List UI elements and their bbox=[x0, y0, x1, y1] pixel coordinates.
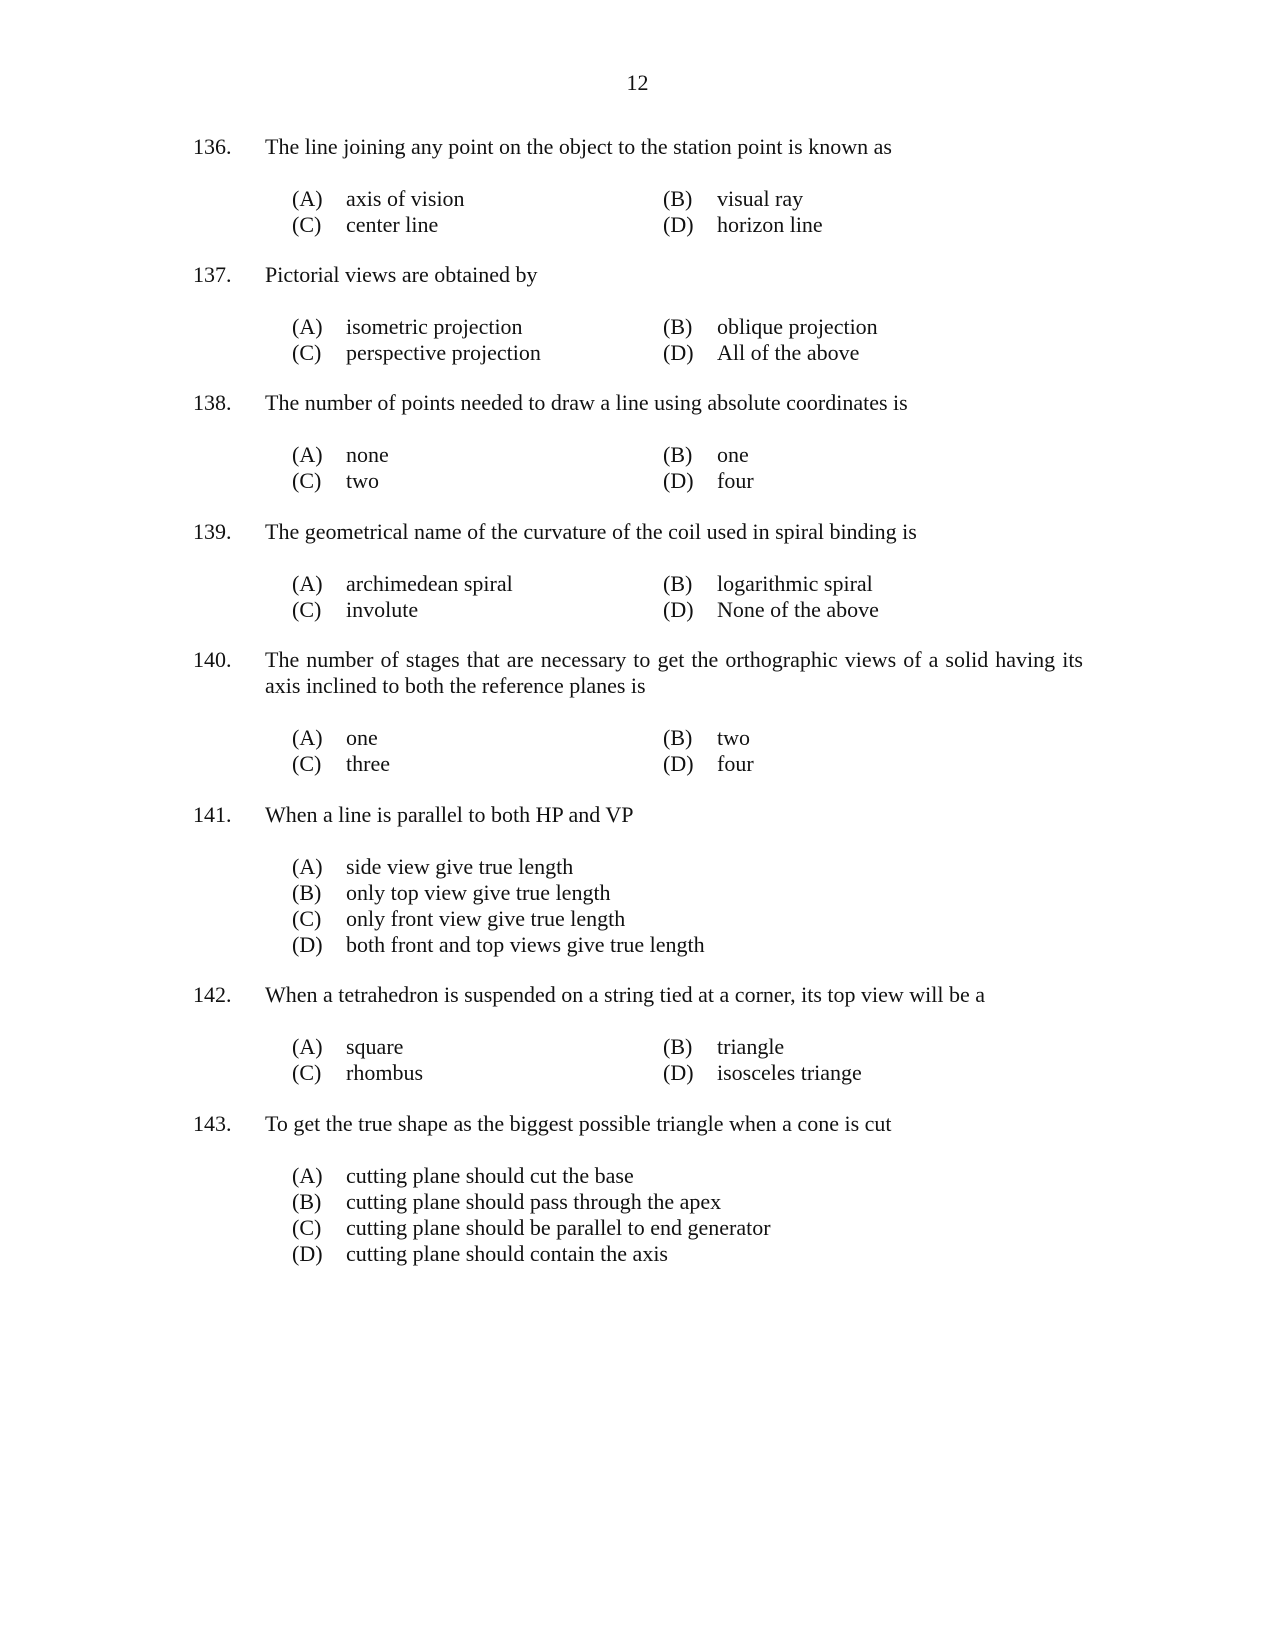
option-d bbox=[663, 1060, 1063, 1086]
option-c bbox=[292, 468, 663, 494]
option-b bbox=[292, 1189, 1063, 1215]
option-letter: (B) bbox=[663, 186, 693, 211]
option-b bbox=[663, 725, 1063, 751]
option-text: isometric projection bbox=[346, 314, 523, 339]
option-letter: (B) bbox=[663, 725, 693, 750]
option-text: cutting plane should pass through the apex bbox=[346, 1189, 722, 1214]
option-b bbox=[663, 1034, 1063, 1060]
option-a bbox=[292, 1034, 663, 1060]
option-c bbox=[292, 212, 663, 238]
option-d bbox=[663, 212, 1063, 238]
option-text: three bbox=[346, 751, 390, 776]
option-letter: (C) bbox=[292, 597, 322, 622]
option-a bbox=[292, 442, 663, 468]
question-138 bbox=[193, 390, 1083, 494]
question-text: The line joining any point on the object to the station point is known as bbox=[265, 134, 892, 159]
question-text: The number of stages that are necessary to get the orthographic views of a solid having its axis inclined to both the reference planes is bbox=[265, 647, 1083, 698]
question-number: 139. bbox=[193, 519, 232, 544]
question-text: To get the true shape as the biggest possible triangle when a cone is cut bbox=[265, 1111, 892, 1136]
question-text: When a tetrahedron is suspended on a string tied at a corner, its top view will be a bbox=[265, 982, 986, 1007]
option-text: square bbox=[346, 1034, 404, 1059]
option-letter: (B) bbox=[663, 1034, 693, 1059]
question-text: The number of points needed to draw a line using absolute coordinates is bbox=[265, 390, 908, 415]
option-text: All of the above bbox=[717, 340, 860, 365]
option-text: one bbox=[346, 725, 378, 750]
option-letter: (D) bbox=[663, 340, 694, 365]
question-number: 141. bbox=[193, 802, 232, 827]
option-text: only front view give true length bbox=[346, 906, 626, 931]
option-a bbox=[292, 571, 663, 597]
option-letter: (C) bbox=[292, 1060, 322, 1085]
option-letter: (A) bbox=[292, 186, 323, 211]
option-text: visual ray bbox=[717, 186, 804, 211]
option-b bbox=[663, 314, 1063, 340]
option-letter: (C) bbox=[292, 906, 322, 931]
option-letter: (A) bbox=[292, 571, 323, 596]
options-list bbox=[292, 725, 1083, 777]
option-text: two bbox=[346, 468, 379, 493]
option-d bbox=[292, 1241, 1063, 1267]
option-letter: (D) bbox=[663, 212, 694, 237]
question-143 bbox=[193, 1111, 1083, 1267]
option-text: two bbox=[717, 725, 750, 750]
option-text: side view give true length bbox=[346, 854, 574, 879]
option-letter: (B) bbox=[292, 880, 322, 905]
option-a bbox=[292, 854, 1063, 880]
option-text: horizon line bbox=[717, 212, 823, 237]
option-a bbox=[292, 314, 663, 340]
question-139 bbox=[193, 519, 1083, 623]
option-letter: (D) bbox=[292, 932, 323, 957]
option-text: cutting plane should contain the axis bbox=[346, 1241, 668, 1266]
option-text: only top view give true length bbox=[346, 880, 611, 905]
option-letter: (D) bbox=[663, 597, 694, 622]
option-c bbox=[292, 751, 663, 777]
option-text: four bbox=[717, 468, 754, 493]
option-letter: (B) bbox=[663, 314, 693, 339]
options-list bbox=[292, 854, 1083, 958]
option-letter: (B) bbox=[292, 1189, 322, 1214]
option-text: involute bbox=[346, 597, 419, 622]
option-text: cutting plane should cut the base bbox=[346, 1163, 634, 1188]
option-text: archimedean spiral bbox=[346, 571, 513, 596]
option-d bbox=[292, 932, 1063, 958]
option-text: axis of vision bbox=[346, 186, 465, 211]
option-text: None of the above bbox=[717, 597, 879, 622]
question-number: 137. bbox=[193, 262, 232, 287]
option-letter: (D) bbox=[663, 1060, 694, 1085]
page-number: 12 bbox=[626, 70, 649, 95]
option-b bbox=[663, 186, 1063, 212]
option-letter: (A) bbox=[292, 725, 323, 750]
option-letter: (C) bbox=[292, 468, 322, 493]
option-a bbox=[292, 725, 663, 751]
option-letter: (C) bbox=[292, 751, 322, 776]
question-number: 136. bbox=[193, 134, 232, 159]
option-letter: (A) bbox=[292, 314, 323, 339]
option-c bbox=[292, 1060, 663, 1086]
question-136 bbox=[193, 134, 1083, 238]
option-d bbox=[663, 468, 1063, 494]
option-letter: (A) bbox=[292, 442, 323, 467]
question-number: 140. bbox=[193, 647, 232, 672]
question-text: Pictorial views are obtained by bbox=[265, 262, 538, 287]
option-text: triangle bbox=[717, 1034, 785, 1059]
option-letter: (D) bbox=[663, 468, 694, 493]
option-text: perspective projection bbox=[346, 340, 541, 365]
options-list bbox=[292, 442, 1083, 494]
option-a bbox=[292, 1163, 1063, 1189]
option-b bbox=[292, 880, 1063, 906]
option-c bbox=[292, 1215, 1063, 1241]
question-number: 138. bbox=[193, 390, 232, 415]
option-d bbox=[663, 751, 1063, 777]
option-text: rhombus bbox=[346, 1060, 423, 1085]
question-number: 142. bbox=[193, 982, 232, 1007]
option-text: cutting plane should be parallel to end generator bbox=[346, 1215, 771, 1240]
question-141 bbox=[193, 802, 1083, 958]
question-142 bbox=[193, 982, 1083, 1086]
options-list bbox=[292, 1034, 1083, 1086]
option-d bbox=[663, 340, 1063, 366]
option-text: logarithmic spiral bbox=[717, 571, 873, 596]
option-letter: (A) bbox=[292, 1163, 323, 1188]
option-text: isosceles triange bbox=[717, 1060, 862, 1085]
option-letter: (B) bbox=[663, 442, 693, 467]
question-number: 143. bbox=[193, 1111, 232, 1136]
option-letter: (D) bbox=[663, 751, 694, 776]
question-137 bbox=[193, 262, 1083, 366]
question-text: The geometrical name of the curvature of the coil used in spiral binding is bbox=[265, 519, 917, 544]
options-list bbox=[292, 1163, 1083, 1267]
option-letter: (A) bbox=[292, 854, 323, 879]
options-list bbox=[292, 314, 1083, 366]
option-letter: (A) bbox=[292, 1034, 323, 1059]
option-text: both front and top views give true length bbox=[346, 932, 705, 957]
option-letter: (C) bbox=[292, 340, 322, 365]
option-text: center line bbox=[346, 212, 439, 237]
option-letter: (B) bbox=[663, 571, 693, 596]
option-letter: (C) bbox=[292, 212, 322, 237]
option-d bbox=[663, 597, 1063, 623]
option-b bbox=[663, 442, 1063, 468]
option-c bbox=[292, 340, 663, 366]
question-140 bbox=[193, 647, 1083, 777]
option-text: four bbox=[717, 751, 754, 776]
option-text: none bbox=[346, 442, 389, 467]
option-b bbox=[663, 571, 1063, 597]
options-list bbox=[292, 571, 1083, 623]
option-text: oblique projection bbox=[717, 314, 878, 339]
option-c bbox=[292, 906, 1063, 932]
option-c bbox=[292, 597, 663, 623]
option-letter: (D) bbox=[292, 1241, 323, 1266]
option-a bbox=[292, 186, 663, 212]
option-text: one bbox=[717, 442, 749, 467]
question-text: When a line is parallel to both HP and VP bbox=[265, 802, 634, 827]
options-list bbox=[292, 186, 1083, 238]
option-letter: (C) bbox=[292, 1215, 322, 1240]
